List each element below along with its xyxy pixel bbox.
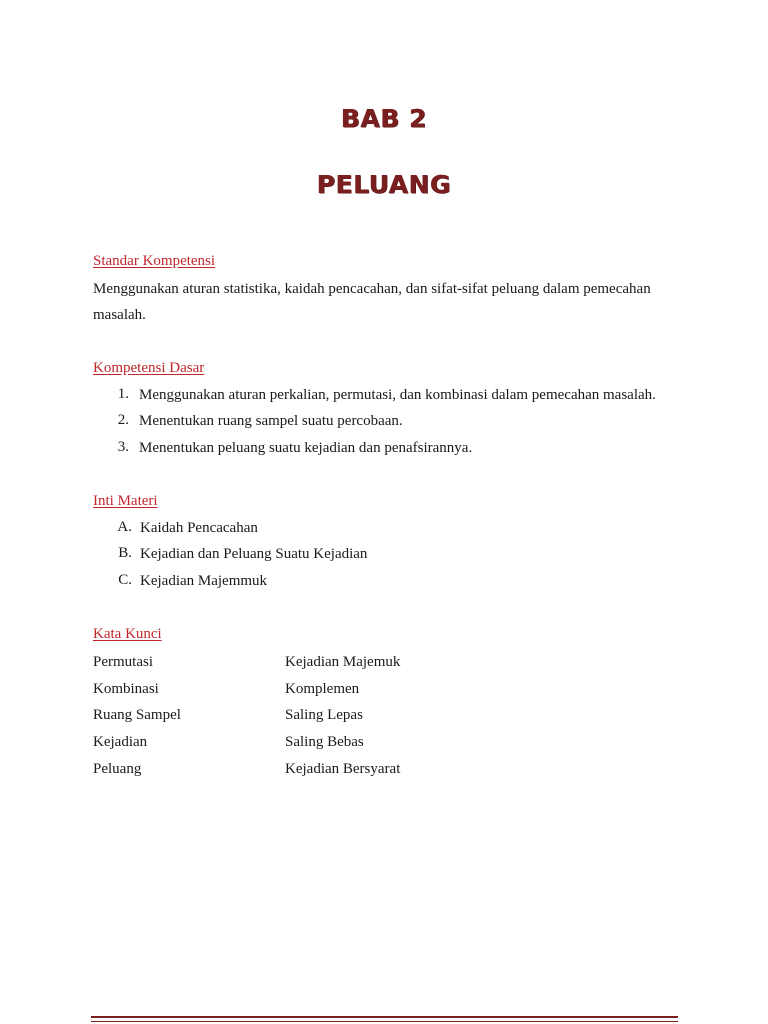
list-text: Menggunakan aturan perkalian, permutasi, dan kombinasi dalam pemecahan masalah.: [139, 387, 656, 403]
keyword: Saling Bebas: [285, 734, 364, 750]
list-marker: 2.: [117, 412, 129, 428]
list-marker: B.: [118, 545, 132, 561]
keyword: Ruang Sampel: [93, 707, 181, 723]
kata-kunci-heading: Kata Kunci: [93, 626, 162, 642]
keyword: Komplemen: [285, 681, 360, 697]
footer-divider: [91, 1016, 678, 1022]
standar-kompetensi-line-1: Menggunakan aturan statistika, kaidah pencacahan, dan sifat-sifat peluang dalam pemecahan: [93, 281, 651, 297]
list-marker: 3.: [117, 439, 129, 455]
standar-kompetensi-line-2: masalah.: [93, 307, 146, 323]
list-text: Kaidah Pencacahan: [140, 520, 258, 536]
list-marker: C.: [118, 572, 132, 588]
list-text: Kejadian Majemmuk: [140, 573, 268, 589]
inti-materi-heading: Inti Materi: [93, 493, 158, 509]
keyword: Kejadian: [93, 734, 148, 750]
kompetensi-dasar-heading: Kompetensi Dasar: [93, 360, 205, 376]
topic-title: PELUANG: [316, 170, 452, 199]
keyword: Peluang: [93, 761, 142, 777]
keyword: Kombinasi: [93, 681, 159, 697]
chapter-title: BAB 2: [340, 104, 428, 133]
keyword: Saling Lepas: [285, 707, 363, 723]
list-text: Kejadian dan Peluang Suatu Kejadian: [140, 546, 368, 562]
standar-kompetensi-heading: Standar Kompetensi: [93, 253, 216, 269]
keyword: Permutasi: [93, 654, 153, 670]
keyword: Kejadian Majemuk: [285, 654, 401, 670]
list-text: Menentukan peluang suatu kejadian dan penafsirannya.: [139, 440, 473, 456]
keyword: Kejadian Bersyarat: [285, 761, 401, 777]
list-text: Menentukan ruang sampel suatu percobaan.: [139, 413, 403, 429]
list-marker: 1.: [117, 386, 129, 402]
list-marker: A.: [117, 519, 132, 535]
